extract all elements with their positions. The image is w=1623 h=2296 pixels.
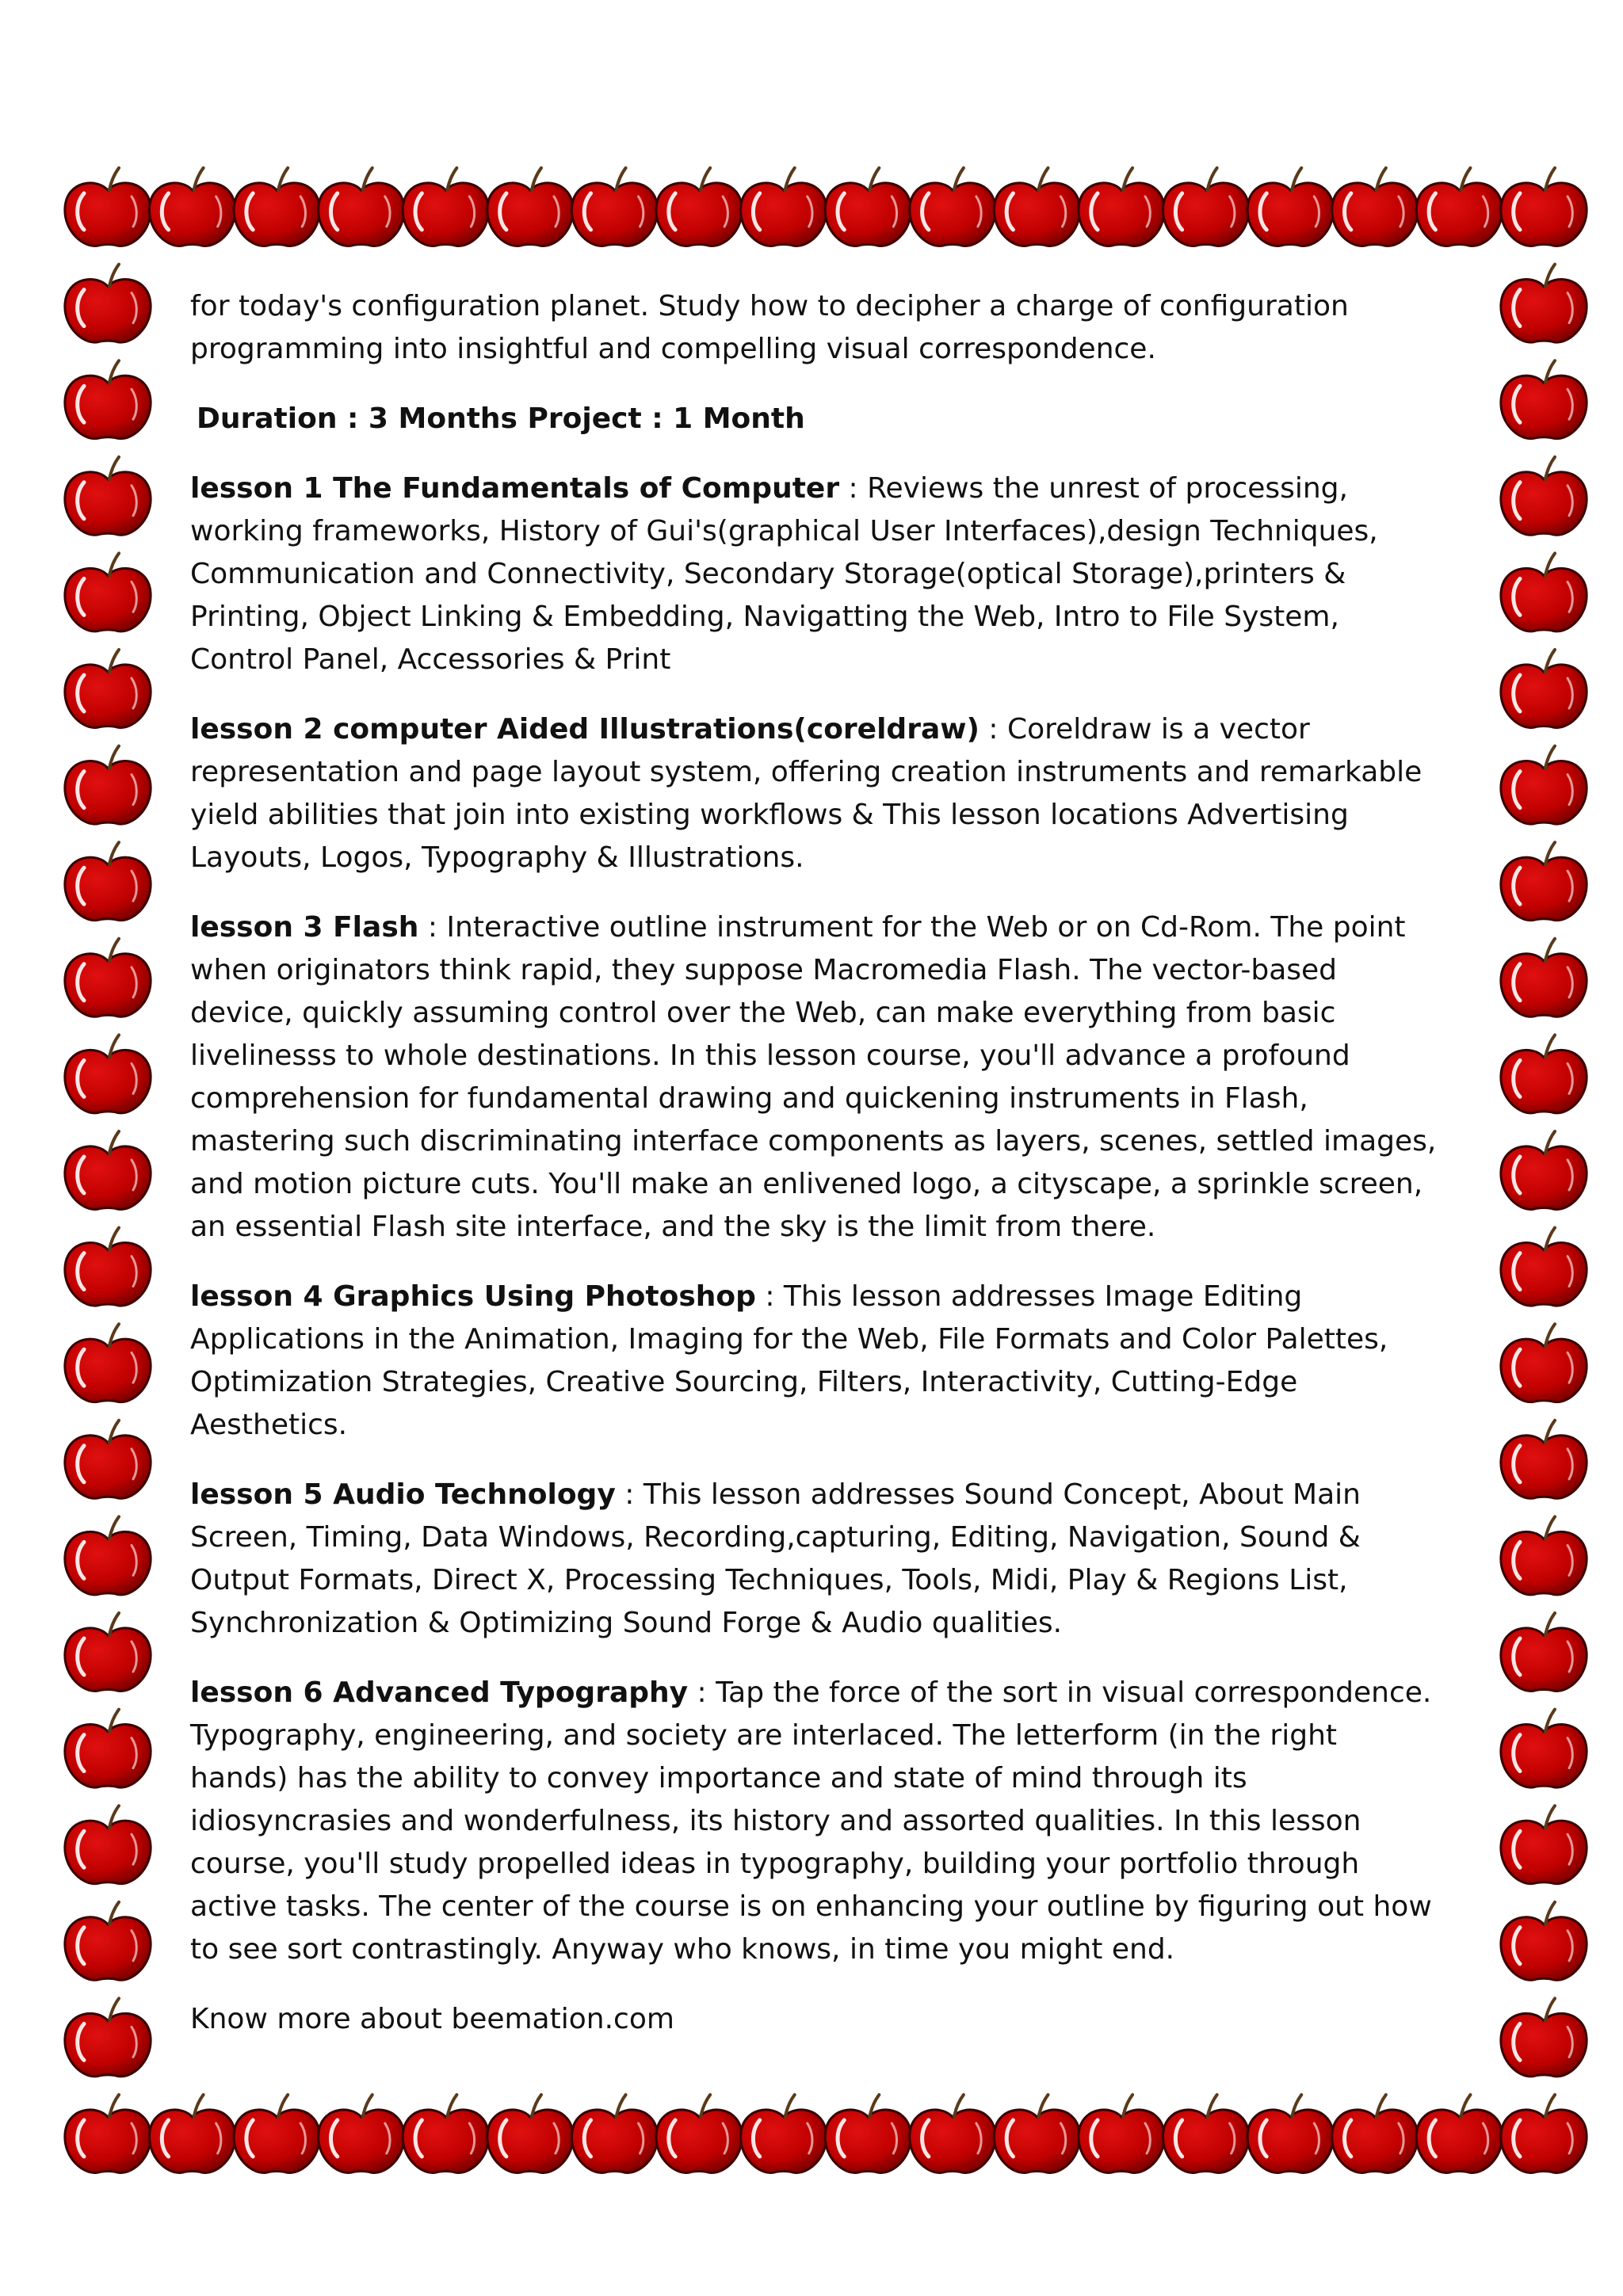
- apple-icon: [65, 1613, 151, 1691]
- apple-icon: [487, 2095, 573, 2172]
- apple-icon: [234, 168, 319, 246]
- apple-icon: [65, 1324, 151, 1402]
- apple-icon: [1501, 1998, 1587, 2076]
- apple-icon: [656, 168, 742, 246]
- apple-icon: [65, 265, 151, 342]
- lesson-1-title: lesson 1 The Fundamentals of Computer: [190, 472, 840, 505]
- apple-icon: [1163, 2095, 1249, 2172]
- lesson-6-title: lesson 6 Advanced Typography: [190, 1676, 689, 1709]
- apple-icon: [1501, 1613, 1587, 1691]
- lesson-2: [190, 708, 1442, 879]
- footer-link-text: Know more about beemation.com: [190, 2003, 674, 2035]
- lesson-2-title: lesson 2 computer Aided Illustrations(coreldraw): [190, 713, 980, 746]
- lesson-3-text: : Interactive outline instrument for the Web or on Cd-Rom. The point when originators think rapid, they suppose Macromedia Flash. The vector-based device, quickly assuming control over the Web, can make everything from basic livelinesss to whole destinations. In this lesson course, you'll advance a profound comprehension for fundamental drawing and quickening instruments in Flash, mastering such discriminating interface components as layers, scenes, settled images, and motion picture cuts. You'll make an enlivened logo, a cityscape, a sprinkle screen, an essential Flash site interface, and the sky is the limit from there.: [190, 911, 1437, 1243]
- apple-icon: [994, 2095, 1079, 2172]
- apple-icon: [65, 457, 151, 535]
- apple-icon: [1501, 842, 1587, 920]
- apple-icon: [65, 1902, 151, 1980]
- lesson-3: [190, 906, 1442, 1249]
- apple-icon: [1501, 1710, 1587, 1787]
- apple-icon: [994, 168, 1079, 246]
- apple-icon: [1501, 1131, 1587, 1209]
- lesson-5-title: lesson 5 Audio Technology: [190, 1478, 616, 1511]
- apple-icon: [1501, 650, 1587, 727]
- apple-icon: [825, 2095, 911, 2172]
- apple-icon: [65, 1035, 151, 1112]
- apple-icon: [825, 168, 911, 246]
- lesson-4: [190, 1276, 1442, 1447]
- apple-icon: [1332, 168, 1418, 246]
- apple-icon: [1416, 2095, 1502, 2172]
- apple-icon: [65, 2095, 151, 2172]
- lesson-5-text: : This lesson addresses Sound Concept, About Main Screen, Timing, Data Windows, Recording,capturing, Editing, Navigation, Sound & Output Formats, Direct X, Processing Techniques, Tools, Midi, Play & Regions List, Synchronization & Optimizing Sound Forge & Audio qualities.: [190, 1478, 1361, 1639]
- apple-icon: [1501, 360, 1587, 438]
- lesson-2-text: : Coreldraw is a vector representation and page layout system, offering creation instruments and remarkable yield abilities that join into existing workflows & This lesson locations Advertising Layouts, Logos, Typography & Illustrations.: [190, 713, 1423, 874]
- apple-icon: [1079, 2095, 1164, 2172]
- apple-icon: [1501, 1806, 1587, 1883]
- lesson-3-title: lesson 3 Flash: [190, 911, 419, 944]
- apple-icon: [1247, 2095, 1333, 2172]
- apple-icon: [403, 168, 488, 246]
- apple-icon: [1332, 2095, 1418, 2172]
- apple-icon: [1501, 457, 1587, 535]
- apple-icon: [65, 1806, 151, 1883]
- apple-icon: [65, 360, 151, 438]
- apple-icon: [65, 842, 151, 920]
- apple-icon: [1501, 1035, 1587, 1112]
- apple-icon: [65, 1710, 151, 1787]
- apple-icon: [1501, 1902, 1587, 1980]
- apple-icon: [1501, 1516, 1587, 1594]
- apple-icon: [234, 2095, 319, 2172]
- lesson-6: [190, 1672, 1442, 1971]
- apple-icon: [319, 168, 404, 246]
- apple-icon: [1501, 1228, 1587, 1306]
- apple-icon: [65, 746, 151, 824]
- apple-icon: [65, 168, 151, 246]
- lesson-5: [190, 1474, 1442, 1645]
- apple-icon: [319, 2095, 404, 2172]
- lesson-1: [190, 467, 1442, 681]
- apple-icon: [1501, 746, 1587, 824]
- apple-icon: [571, 168, 657, 246]
- apple-icon: [65, 939, 151, 1016]
- apple-icon: [1501, 1324, 1587, 1402]
- apple-icon: [1501, 1421, 1587, 1498]
- duration-line: Duration : 3 Months Project : 1 Month: [197, 402, 805, 435]
- lesson-1-text: : Reviews the unrest of processing, working frameworks, History of Gui's(graphical User Interfaces),design Techniques, Communication and Connectivity, Secondary Storage(optical Storage),printers & Printing, Object Linking & Embedding, Navigatting the Web, Intro to File System, Control Panel, Accessories & Print: [190, 472, 1378, 676]
- apple-icon: [741, 2095, 827, 2172]
- apple-icon: [910, 168, 995, 246]
- apple-icon: [1501, 265, 1587, 342]
- apple-icon: [65, 650, 151, 727]
- apple-icon: [910, 2095, 995, 2172]
- apple-icon: [1416, 168, 1502, 246]
- apple-icon: [403, 2095, 488, 2172]
- lesson-4-title: lesson 4 Graphics Using Photoshop: [190, 1280, 756, 1313]
- lesson-4-text: : This lesson addresses Image Editing Applications in the Animation, Imaging for the Web, File Formats and Color Palettes, Optimization Strategies, Creative Sourcing, Filters, Interactivity, Cutting-Edge Aesthetics.: [190, 1280, 1388, 1441]
- apple-icon: [65, 1421, 151, 1498]
- apple-icon: [65, 1228, 151, 1306]
- apple-icon: [65, 1516, 151, 1594]
- apple-icon: [1079, 168, 1164, 246]
- apple-icon: [65, 1131, 151, 1209]
- apple-icon: [149, 168, 235, 246]
- apple-icon: [1501, 553, 1587, 631]
- apple-icon: [65, 553, 151, 631]
- apple-icon: [571, 2095, 657, 2172]
- apple-icon: [1501, 939, 1587, 1016]
- lesson-6-text: : Tap the force of the sort in visual correspondence. Typography, engineering, and society are interlaced. The letterform (in the right hands) has the ability to convey importance and state of mind through its idiosyncrasies and wonderfulness, its history and assorted qualities. In this lesson course, you'll study propelled ideas in typography, building your portfolio through active tasks. The center of the course is on enhancing your outline by figuring out how to see sort contrastingly. Anyway who knows, in time you might end.: [190, 1676, 1432, 1966]
- apple-icon: [656, 2095, 742, 2172]
- apple-icon: [1163, 168, 1249, 246]
- apple-icon: [741, 168, 827, 246]
- apple-icon: [1501, 168, 1587, 246]
- apple-icon: [1247, 168, 1333, 246]
- course-content: [190, 285, 1442, 2068]
- apple-icon: [149, 2095, 235, 2172]
- apple-icon: [487, 168, 573, 246]
- apple-icon: [65, 1998, 151, 2076]
- intro-paragraph: for today's configuration planet. Study how to decipher a charge of configuration programming into insightful and compelling visual correspondence.: [190, 290, 1349, 365]
- apple-icon: [1501, 2095, 1587, 2172]
